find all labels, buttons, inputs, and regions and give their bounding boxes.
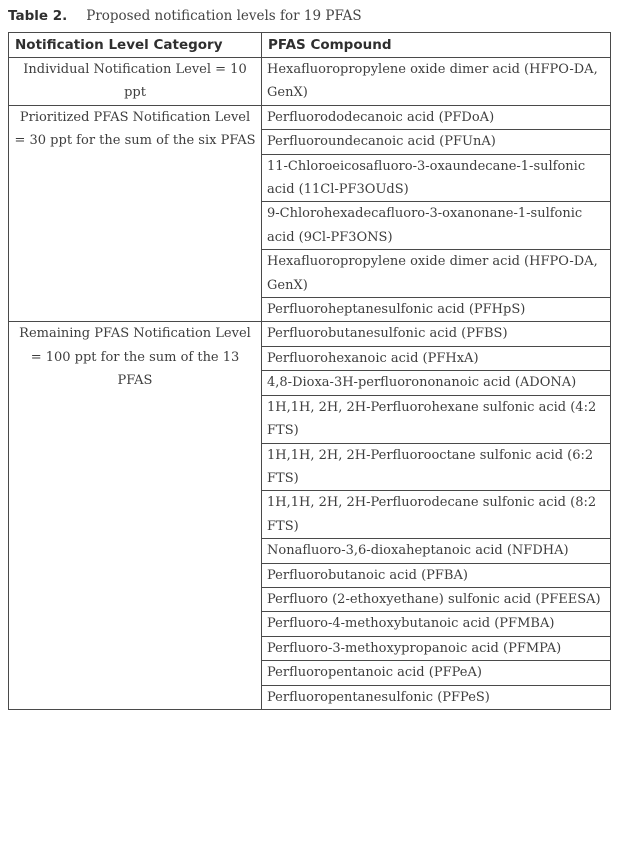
pfas-compound-cell: Perfluoropentanoic acid (PFPeA) (262, 661, 611, 685)
column-header-compound: PFAS Compound (262, 33, 611, 58)
table-title: Proposed notification levels for 19 PFAS (86, 8, 362, 24)
table-body (9, 58, 611, 710)
pfas-compound-cell: Perfluoroundecanoic acid (PFUnA) (262, 130, 611, 154)
pfas-compound-cell: Perfluoroheptanesulfonic acid (PFHpS) (262, 298, 611, 322)
pfas-compound-cell: Perfluorobutanesulfonic acid (PFBS) (262, 322, 611, 346)
pfas-compound-cell: Perfluoro-4-methoxybutanoic acid (PFMBA) (262, 612, 611, 636)
pfas-compound-cell: Perfluorododecanoic acid (PFDoA) (262, 105, 611, 129)
table-header-row (9, 33, 611, 58)
pfas-compound-cell: Nonafluoro-3,6-dioxaheptanoic acid (NFDHA) (262, 539, 611, 563)
pfas-compound-cell: 1H,1H, 2H, 2H-Perfluorohexane sulfonic acid (4:2 FTS) (262, 395, 611, 443)
pfas-compound-cell: 1H,1H, 2H, 2H-Perfluorooctane sulfonic acid (6:2 FTS) (262, 443, 611, 491)
table-number: Table 2. (8, 8, 68, 24)
pfas-compound-cell: 11-Chloroeicosafluoro-3-oxaundecane-1-sulfonic acid (11Cl-PF3OUdS) (262, 154, 611, 202)
table-caption (8, 5, 362, 27)
pfas-compound-cell: Perfluorobutanoic acid (PFBA) (262, 563, 611, 587)
table-row (9, 58, 611, 106)
pfas-compound-cell: Hexafluoropropylene oxide dimer acid (HFPO-DA, GenX) (262, 58, 611, 106)
table-row (9, 105, 611, 129)
pfas-compound-cell: Hexafluoropropylene oxide dimer acid (HFPO-DA, GenX) (262, 250, 611, 298)
pfas-compound-cell: Perfluoro (2-ethoxyethane) sulfonic acid (PFEESA) (262, 587, 611, 611)
column-header-category: Notification Level Category (9, 33, 262, 58)
pfas-compound-cell: 9-Chlorohexadecafluoro-3-oxanonane-1-sulfonic acid (9Cl-PF3ONS) (262, 202, 611, 250)
pfas-compound-cell: Perfluoropentanesulfonic (PFPeS) (262, 685, 611, 709)
pfas-compound-cell: Perfluorohexanoic acid (PFHxA) (262, 346, 611, 370)
notification-level-category: Prioritized PFAS Notification Level = 30 ppt for the sum of the six PFAS (9, 105, 262, 322)
table-row (9, 322, 611, 346)
notification-level-category: Remaining PFAS Notification Level = 100 ppt for the sum of the 13 PFAS (9, 322, 262, 710)
pfas-notification-table (8, 32, 611, 710)
pfas-compound-cell: 1H,1H, 2H, 2H-Perfluorodecane sulfonic acid (8:2 FTS) (262, 491, 611, 539)
pfas-compound-cell: 4,8-Dioxa-3H-perfluorononanoic acid (ADONA) (262, 371, 611, 395)
notification-level-category: Individual Notification Level = 10 ppt (9, 58, 262, 106)
pfas-compound-cell: Perfluoro-3-methoxypropanoic acid (PFMPA) (262, 636, 611, 660)
